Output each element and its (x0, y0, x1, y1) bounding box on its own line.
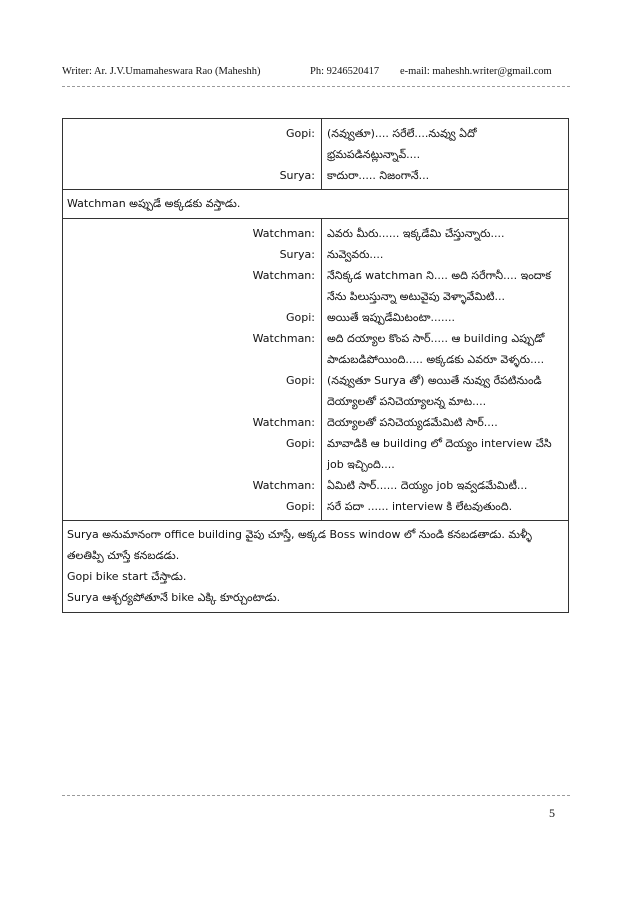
speaker-name: Watchman: (252, 227, 315, 240)
dialogue-line (63, 328, 568, 370)
dialogue-cell (63, 119, 569, 190)
speaker-name: Watchman: (252, 479, 315, 492)
dialogue-line (63, 475, 568, 496)
dialogue-text: (నవ్వుతూ Surya తో) అయితే నువ్వు రేపటినుండి దెయ్యాలతో పనిచెయ్యాలన్న మాట.... (327, 374, 542, 408)
stage-direction-cell (63, 190, 569, 219)
dialogue-text: ఏమిటి సార్...... దెయ్యం job ఇవ్వడమేమిటీ... (327, 479, 528, 492)
script-table (62, 118, 569, 613)
speaker-name: Gopi: (286, 127, 315, 140)
header-rule (62, 86, 570, 87)
dialogue-line (63, 433, 568, 475)
email-address: e-mail: maheshh.writer@gmail.com (400, 66, 552, 77)
dialogue-text: అది దయ్యాల కొంప సార్..... ఆ building ఎప్పుడో పాడుబడిపోయింది..... అక్కడకు ఎవరూ వెళ్ళరు.... (327, 332, 545, 366)
stage-direction-text: Surya అనుమానంగా office building వైపు చూస్తే, అక్కడ Boss window లో నుండి కనబడతాడు. మళ్ళీ తలతిప్పి చూస్తే కనబడడు. (67, 528, 533, 562)
page-number: 5 (549, 806, 555, 820)
dialogue-text: దెయ్యాలతో పనిచెయ్యడమేమిటి సార్.... (327, 416, 498, 429)
dialogue-text: ఎవరు మీరు...... ఇక్కడేమి చేస్తున్నారు.... (327, 227, 505, 240)
dialogue-line (63, 265, 568, 307)
dialogue-line (63, 244, 568, 265)
speaker-name: Gopi: (286, 374, 315, 387)
dialogue-text: కాదురా..... నిజంగానే... (327, 169, 430, 182)
speaker-name: Watchman: (252, 332, 315, 345)
direction-block (63, 521, 569, 613)
stage-direction-text: Surya ఆశ్చర్యపోతూనే bike ఎక్కి కూర్చుంటాడు. (67, 591, 281, 604)
dialogue-line (63, 412, 568, 433)
stage-direction-text: Watchman అప్పుడే అక్కడకు వస్తాడు. (67, 197, 241, 210)
direction-block (63, 190, 569, 219)
dialogue-line (63, 165, 568, 186)
dialogue-line (63, 496, 568, 517)
dialogue-text: నువ్వెవరు.... (327, 248, 384, 261)
footer-rule (62, 795, 570, 796)
dialogue-block (63, 219, 569, 521)
speaker-name: Gopi: (286, 500, 315, 513)
dialogue-line (63, 307, 568, 328)
speaker-name: Gopi: (286, 311, 315, 324)
dialogue-text: నేనిక్కడ watchman ని.... అది సరేగానీ.... ఇందాక నేను పిలుస్తున్నా అటువైపు వెళ్ళావేమిటి... (327, 269, 552, 303)
dialogue-block (63, 119, 569, 190)
dialogue-line (63, 370, 568, 412)
speaker-name: Watchman: (252, 416, 315, 429)
dialogue-cell (63, 219, 569, 521)
speaker-name: Watchman: (252, 269, 315, 282)
speaker-name: Surya: (279, 248, 315, 261)
writer-credit: Writer: Ar. J.V.Umamaheswara Rao (Maheshh) (62, 66, 261, 77)
dialogue-text: (నవ్వుతూ).... సరేలే....నువ్వు ఏదో భ్రమపడినట్లున్నావ్.... (327, 127, 477, 161)
dialogue-line (63, 123, 568, 165)
dialogue-text: అయితే ఇప్పుడేమిటంటా....... (327, 311, 455, 324)
stage-direction-text: Gopi bike start చేస్తాడు. (67, 570, 187, 583)
stage-direction-cell (63, 521, 569, 613)
dialogue-text: సరే పదా ...... interview కి లేటవుతుంది. (327, 500, 513, 513)
speaker-name: Gopi: (286, 437, 315, 450)
dialogue-line (63, 223, 568, 244)
phone-number: Ph: 9246520417 (310, 66, 380, 77)
speaker-name: Surya: (279, 169, 315, 182)
dialogue-text: మావాడికి ఆ building లో దెయ్యం interview చేసి job ఇచ్చింది.... (327, 437, 552, 471)
